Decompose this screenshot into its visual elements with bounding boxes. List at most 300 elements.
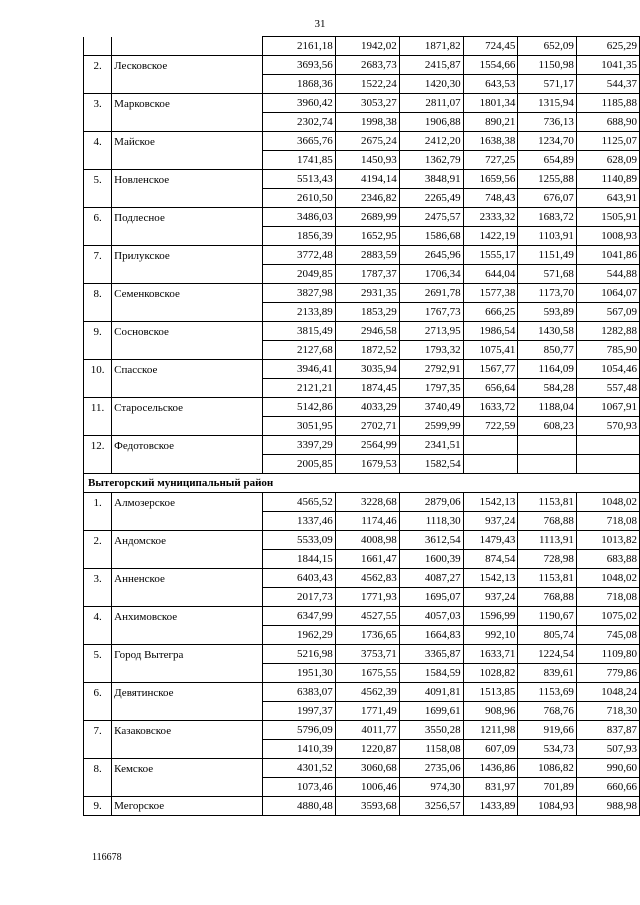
table-row bbox=[84, 683, 640, 702]
table-row bbox=[84, 341, 640, 360]
value-cell: 2792,91 bbox=[399, 360, 463, 379]
row-number-cell bbox=[84, 37, 112, 56]
footer-code: 116678 bbox=[92, 852, 122, 863]
value-cell: 1679,53 bbox=[335, 455, 399, 474]
settlement-name-cell bbox=[112, 113, 262, 132]
value-cell: 660,66 bbox=[576, 778, 639, 797]
value-cell: 1006,46 bbox=[335, 778, 399, 797]
value-cell: 688,90 bbox=[576, 113, 639, 132]
row-number-cell: 5. bbox=[84, 645, 112, 664]
value-cell: 2121,21 bbox=[262, 379, 335, 398]
value-cell: 768,88 bbox=[518, 588, 576, 607]
row-number-cell: 10. bbox=[84, 360, 112, 379]
value-cell: 4194,14 bbox=[335, 170, 399, 189]
value-cell: 890,21 bbox=[463, 113, 518, 132]
value-cell: 837,87 bbox=[576, 721, 639, 740]
value-cell: 1871,82 bbox=[399, 37, 463, 56]
value-cell: 1450,93 bbox=[335, 151, 399, 170]
table-row bbox=[84, 778, 640, 797]
settlement-name-cell: Кемское bbox=[112, 759, 262, 778]
value-cell: 937,24 bbox=[463, 512, 518, 531]
settlement-name-cell: Новленское bbox=[112, 170, 262, 189]
table-row bbox=[84, 721, 640, 740]
value-cell: 570,93 bbox=[576, 417, 639, 436]
settlement-name-cell: Девятинское bbox=[112, 683, 262, 702]
value-cell: 1140,89 bbox=[576, 170, 639, 189]
value-cell: 718,30 bbox=[576, 702, 639, 721]
value-cell: 1433,89 bbox=[463, 797, 518, 816]
value-cell: 1086,82 bbox=[518, 759, 576, 778]
value-cell: 3693,56 bbox=[262, 56, 335, 75]
settlement-name-cell bbox=[112, 75, 262, 94]
settlement-name-cell: Город Вытегра bbox=[112, 645, 262, 664]
value-cell: 1211,98 bbox=[463, 721, 518, 740]
value-cell: 1188,04 bbox=[518, 398, 576, 417]
value-cell: 1430,58 bbox=[518, 322, 576, 341]
value-cell: 1638,38 bbox=[463, 132, 518, 151]
value-cell: 683,88 bbox=[576, 550, 639, 569]
table-row bbox=[84, 94, 640, 113]
value-cell: 2302,74 bbox=[262, 113, 335, 132]
table-row bbox=[84, 303, 640, 322]
value-cell: 728,98 bbox=[518, 550, 576, 569]
value-cell: 2127,68 bbox=[262, 341, 335, 360]
value-cell: 3486,03 bbox=[262, 208, 335, 227]
row-number-cell bbox=[84, 740, 112, 759]
value-cell: 1942,02 bbox=[335, 37, 399, 56]
value-cell: 1797,35 bbox=[399, 379, 463, 398]
value-cell: 1600,39 bbox=[399, 550, 463, 569]
settlement-name-cell bbox=[112, 417, 262, 436]
table-row bbox=[84, 531, 640, 550]
value-cell: 2475,57 bbox=[399, 208, 463, 227]
row-number-cell: 1. bbox=[84, 493, 112, 512]
row-number-cell bbox=[84, 265, 112, 284]
value-cell: 1084,93 bbox=[518, 797, 576, 816]
value-cell: 1048,24 bbox=[576, 683, 639, 702]
settlement-name-cell: Мегорское bbox=[112, 797, 262, 816]
value-cell: 1998,38 bbox=[335, 113, 399, 132]
value-cell: 2675,24 bbox=[335, 132, 399, 151]
value-cell: 3060,68 bbox=[335, 759, 399, 778]
row-number-cell bbox=[84, 341, 112, 360]
value-cell: 1041,86 bbox=[576, 246, 639, 265]
settlement-name-cell bbox=[112, 379, 262, 398]
settlement-name-cell: Прилукское bbox=[112, 246, 262, 265]
value-cell: 1125,07 bbox=[576, 132, 639, 151]
row-number-cell: 3. bbox=[84, 94, 112, 113]
value-cell: 6347,99 bbox=[262, 607, 335, 626]
value-cell: 593,89 bbox=[518, 303, 576, 322]
value-cell: 1542,13 bbox=[463, 569, 518, 588]
value-cell: 1633,71 bbox=[463, 645, 518, 664]
value-cell: 1652,95 bbox=[335, 227, 399, 246]
value-cell: 2931,35 bbox=[335, 284, 399, 303]
value-cell: 3665,76 bbox=[262, 132, 335, 151]
value-cell: 1505,91 bbox=[576, 208, 639, 227]
value-cell: 3397,29 bbox=[262, 436, 335, 455]
tariff-table-wrapper bbox=[83, 36, 640, 816]
value-cell: 3550,28 bbox=[399, 721, 463, 740]
table-row bbox=[84, 208, 640, 227]
value-cell: 1067,91 bbox=[576, 398, 639, 417]
value-cell: 2005,85 bbox=[262, 455, 335, 474]
value-cell: 2161,18 bbox=[262, 37, 335, 56]
value-cell: 2713,95 bbox=[399, 322, 463, 341]
table-row bbox=[84, 227, 640, 246]
settlement-name-cell: Майское bbox=[112, 132, 262, 151]
value-cell: 1075,02 bbox=[576, 607, 639, 626]
value-cell: 874,54 bbox=[463, 550, 518, 569]
value-cell: 1793,32 bbox=[399, 341, 463, 360]
value-cell: 3848,91 bbox=[399, 170, 463, 189]
value-cell: 1555,17 bbox=[463, 246, 518, 265]
value-cell: 2333,32 bbox=[463, 208, 518, 227]
row-number-cell bbox=[84, 151, 112, 170]
value-cell: 1073,46 bbox=[262, 778, 335, 797]
value-cell: 1741,85 bbox=[262, 151, 335, 170]
table-row bbox=[84, 113, 640, 132]
value-cell: 3051,95 bbox=[262, 417, 335, 436]
value-cell: 1695,07 bbox=[399, 588, 463, 607]
value-cell: 1075,41 bbox=[463, 341, 518, 360]
value-cell: 4527,55 bbox=[335, 607, 399, 626]
table-row bbox=[84, 550, 640, 569]
value-cell: 908,96 bbox=[463, 702, 518, 721]
value-cell: 805,74 bbox=[518, 626, 576, 645]
value-cell: 1118,30 bbox=[399, 512, 463, 531]
table-row bbox=[84, 379, 640, 398]
value-cell: 2811,07 bbox=[399, 94, 463, 113]
value-cell: 937,24 bbox=[463, 588, 518, 607]
value-cell: 3228,68 bbox=[335, 493, 399, 512]
value-cell: 3256,57 bbox=[399, 797, 463, 816]
value-cell: 1699,61 bbox=[399, 702, 463, 721]
value-cell: 831,97 bbox=[463, 778, 518, 797]
value-cell: 534,73 bbox=[518, 740, 576, 759]
table-row bbox=[84, 512, 640, 531]
value-cell: 1633,72 bbox=[463, 398, 518, 417]
row-number-cell: 3. bbox=[84, 569, 112, 588]
value-cell: 990,60 bbox=[576, 759, 639, 778]
value-cell: 567,09 bbox=[576, 303, 639, 322]
row-number-cell bbox=[84, 303, 112, 322]
row-number-cell bbox=[84, 550, 112, 569]
value-cell: 4562,83 bbox=[335, 569, 399, 588]
value-cell: 676,07 bbox=[518, 189, 576, 208]
value-cell: 1151,49 bbox=[518, 246, 576, 265]
table-row bbox=[84, 189, 640, 208]
value-cell: 768,76 bbox=[518, 702, 576, 721]
settlement-name-cell: Лесковское bbox=[112, 56, 262, 75]
value-cell: 1675,55 bbox=[335, 664, 399, 683]
value-cell: 1659,56 bbox=[463, 170, 518, 189]
value-cell: 779,86 bbox=[576, 664, 639, 683]
value-cell: 656,64 bbox=[463, 379, 518, 398]
row-number-cell bbox=[84, 455, 112, 474]
value-cell: 992,10 bbox=[463, 626, 518, 645]
value-cell: 666,25 bbox=[463, 303, 518, 322]
value-cell: 724,45 bbox=[463, 37, 518, 56]
value-cell: 1567,77 bbox=[463, 360, 518, 379]
row-number-cell bbox=[84, 417, 112, 436]
value-cell: 2341,51 bbox=[399, 436, 463, 455]
value-cell: 2412,20 bbox=[399, 132, 463, 151]
value-cell bbox=[576, 436, 639, 455]
settlement-name-cell bbox=[112, 341, 262, 360]
value-cell: 1661,47 bbox=[335, 550, 399, 569]
table-row bbox=[84, 455, 640, 474]
table-row bbox=[84, 265, 640, 284]
settlement-name-cell: Казаковское bbox=[112, 721, 262, 740]
value-cell: 736,13 bbox=[518, 113, 576, 132]
settlement-name-cell bbox=[112, 740, 262, 759]
value-cell: 1224,54 bbox=[518, 645, 576, 664]
value-cell: 1853,29 bbox=[335, 303, 399, 322]
value-cell: 3815,49 bbox=[262, 322, 335, 341]
value-cell: 2683,73 bbox=[335, 56, 399, 75]
value-cell: 3612,54 bbox=[399, 531, 463, 550]
value-cell: 2883,59 bbox=[335, 246, 399, 265]
table-row bbox=[84, 398, 640, 417]
value-cell: 1064,07 bbox=[576, 284, 639, 303]
value-cell: 3593,68 bbox=[335, 797, 399, 816]
value-cell: 643,53 bbox=[463, 75, 518, 94]
value-cell: 1542,13 bbox=[463, 493, 518, 512]
row-number-cell bbox=[84, 778, 112, 797]
table-row bbox=[84, 170, 640, 189]
row-number-cell bbox=[84, 664, 112, 683]
value-cell: 2691,78 bbox=[399, 284, 463, 303]
row-number-cell bbox=[84, 702, 112, 721]
value-cell: 988,98 bbox=[576, 797, 639, 816]
settlement-name-cell: Алмозерское bbox=[112, 493, 262, 512]
value-cell: 2599,99 bbox=[399, 417, 463, 436]
value-cell: 2564,99 bbox=[335, 436, 399, 455]
value-cell: 1844,15 bbox=[262, 550, 335, 569]
value-cell: 1173,70 bbox=[518, 284, 576, 303]
value-cell: 3960,42 bbox=[262, 94, 335, 113]
value-cell: 2017,73 bbox=[262, 588, 335, 607]
value-cell: 1787,37 bbox=[335, 265, 399, 284]
value-cell: 557,48 bbox=[576, 379, 639, 398]
value-cell: 1153,69 bbox=[518, 683, 576, 702]
value-cell: 1234,70 bbox=[518, 132, 576, 151]
value-cell: 2415,87 bbox=[399, 56, 463, 75]
value-cell: 1420,30 bbox=[399, 75, 463, 94]
value-cell: 1337,46 bbox=[262, 512, 335, 531]
value-cell: 1856,39 bbox=[262, 227, 335, 246]
value-cell: 4011,77 bbox=[335, 721, 399, 740]
value-cell: 1048,02 bbox=[576, 569, 639, 588]
value-cell: 1962,29 bbox=[262, 626, 335, 645]
row-number-cell: 8. bbox=[84, 284, 112, 303]
value-cell: 974,30 bbox=[399, 778, 463, 797]
table-row bbox=[84, 360, 640, 379]
value-cell: 1872,52 bbox=[335, 341, 399, 360]
table-row bbox=[84, 569, 640, 588]
settlement-name-cell: Подлесное bbox=[112, 208, 262, 227]
table-body bbox=[84, 37, 640, 816]
settlement-name-cell bbox=[112, 303, 262, 322]
value-cell: 1041,35 bbox=[576, 56, 639, 75]
value-cell: 727,25 bbox=[463, 151, 518, 170]
row-number-cell bbox=[84, 626, 112, 645]
value-cell: 5142,86 bbox=[262, 398, 335, 417]
settlement-name-cell: Анхимовское bbox=[112, 607, 262, 626]
table-row bbox=[84, 645, 640, 664]
settlement-name-cell: Федотовское bbox=[112, 436, 262, 455]
value-cell: 1801,34 bbox=[463, 94, 518, 113]
value-cell: 1190,67 bbox=[518, 607, 576, 626]
value-cell: 1410,39 bbox=[262, 740, 335, 759]
value-cell: 1479,43 bbox=[463, 531, 518, 550]
table-row bbox=[84, 588, 640, 607]
value-cell: 544,88 bbox=[576, 265, 639, 284]
settlement-name-cell: Старосельское bbox=[112, 398, 262, 417]
table-row bbox=[84, 246, 640, 265]
settlement-name-cell: Андомское bbox=[112, 531, 262, 550]
table-row bbox=[84, 417, 640, 436]
table-row bbox=[84, 797, 640, 816]
value-cell: 2689,99 bbox=[335, 208, 399, 227]
settlement-name-cell bbox=[112, 588, 262, 607]
value-cell: 1008,93 bbox=[576, 227, 639, 246]
settlement-name-cell bbox=[112, 151, 262, 170]
value-cell: 4033,29 bbox=[335, 398, 399, 417]
value-cell: 3772,48 bbox=[262, 246, 335, 265]
value-cell: 3946,41 bbox=[262, 360, 335, 379]
value-cell: 701,89 bbox=[518, 778, 576, 797]
table-row bbox=[84, 284, 640, 303]
settlement-name-cell bbox=[112, 778, 262, 797]
value-cell: 2133,89 bbox=[262, 303, 335, 322]
value-cell: 5533,09 bbox=[262, 531, 335, 550]
value-cell: 1048,02 bbox=[576, 493, 639, 512]
value-cell: 5216,98 bbox=[262, 645, 335, 664]
value-cell: 1109,80 bbox=[576, 645, 639, 664]
value-cell: 571,17 bbox=[518, 75, 576, 94]
value-cell: 1103,91 bbox=[518, 227, 576, 246]
value-cell bbox=[463, 455, 518, 474]
value-cell: 1255,88 bbox=[518, 170, 576, 189]
table-row bbox=[84, 759, 640, 778]
table-row bbox=[84, 626, 640, 645]
value-cell: 4091,81 bbox=[399, 683, 463, 702]
row-number-cell: 4. bbox=[84, 132, 112, 151]
value-cell: 839,61 bbox=[518, 664, 576, 683]
value-cell: 1315,94 bbox=[518, 94, 576, 113]
value-cell: 1220,87 bbox=[335, 740, 399, 759]
value-cell: 2049,85 bbox=[262, 265, 335, 284]
settlement-name-cell bbox=[112, 626, 262, 645]
value-cell: 607,09 bbox=[463, 740, 518, 759]
value-cell: 2265,49 bbox=[399, 189, 463, 208]
value-cell: 4301,52 bbox=[262, 759, 335, 778]
value-cell: 2702,71 bbox=[335, 417, 399, 436]
value-cell: 1874,45 bbox=[335, 379, 399, 398]
table-row bbox=[84, 664, 640, 683]
page-number: 31 bbox=[314, 18, 326, 30]
value-cell: 507,93 bbox=[576, 740, 639, 759]
settlement-name-cell bbox=[112, 455, 262, 474]
value-cell: 1153,81 bbox=[518, 493, 576, 512]
settlement-name-cell bbox=[112, 550, 262, 569]
row-number-cell: 12. bbox=[84, 436, 112, 455]
value-cell: 4565,52 bbox=[262, 493, 335, 512]
value-cell: 1951,30 bbox=[262, 664, 335, 683]
value-cell: 3740,49 bbox=[399, 398, 463, 417]
value-cell: 584,28 bbox=[518, 379, 576, 398]
table-row bbox=[84, 702, 640, 721]
table-row bbox=[84, 56, 640, 75]
settlement-name-cell: Анненское bbox=[112, 569, 262, 588]
section-title: Вытегорский муниципальный район bbox=[84, 474, 640, 493]
value-cell bbox=[518, 436, 576, 455]
table-row bbox=[84, 37, 640, 56]
value-cell: 768,88 bbox=[518, 512, 576, 531]
settlement-name-cell bbox=[112, 189, 262, 208]
value-cell: 1153,81 bbox=[518, 569, 576, 588]
value-cell: 1868,36 bbox=[262, 75, 335, 94]
value-cell: 625,29 bbox=[576, 37, 639, 56]
value-cell: 1683,72 bbox=[518, 208, 576, 227]
table-row bbox=[84, 740, 640, 759]
value-cell: 1771,49 bbox=[335, 702, 399, 721]
settlement-name-cell bbox=[112, 512, 262, 531]
value-cell: 3753,71 bbox=[335, 645, 399, 664]
settlement-name-cell: Спасское bbox=[112, 360, 262, 379]
value-cell: 1986,54 bbox=[463, 322, 518, 341]
value-cell: 850,77 bbox=[518, 341, 576, 360]
row-number-cell: 5. bbox=[84, 170, 112, 189]
value-cell: 1164,09 bbox=[518, 360, 576, 379]
settlement-name-cell bbox=[112, 227, 262, 246]
value-cell: 1436,86 bbox=[463, 759, 518, 778]
table-row bbox=[84, 436, 640, 455]
value-cell: 1577,38 bbox=[463, 284, 518, 303]
table-row bbox=[84, 75, 640, 94]
value-cell: 1422,19 bbox=[463, 227, 518, 246]
settlement-name-cell bbox=[112, 37, 262, 56]
row-number-cell: 11. bbox=[84, 398, 112, 417]
value-cell: 5796,09 bbox=[262, 721, 335, 740]
settlement-name-cell bbox=[112, 664, 262, 683]
value-cell: 1997,37 bbox=[262, 702, 335, 721]
value-cell: 544,37 bbox=[576, 75, 639, 94]
value-cell: 1706,34 bbox=[399, 265, 463, 284]
value-cell: 1028,82 bbox=[463, 664, 518, 683]
row-number-cell: 6. bbox=[84, 208, 112, 227]
value-cell: 3053,27 bbox=[335, 94, 399, 113]
value-cell: 4087,27 bbox=[399, 569, 463, 588]
value-cell: 3365,87 bbox=[399, 645, 463, 664]
value-cell: 1282,88 bbox=[576, 322, 639, 341]
value-cell: 1054,46 bbox=[576, 360, 639, 379]
value-cell: 1582,54 bbox=[399, 455, 463, 474]
value-cell: 3035,94 bbox=[335, 360, 399, 379]
row-number-cell: 2. bbox=[84, 56, 112, 75]
value-cell: 2946,58 bbox=[335, 322, 399, 341]
value-cell: 2346,82 bbox=[335, 189, 399, 208]
value-cell: 3827,98 bbox=[262, 284, 335, 303]
value-cell: 6383,07 bbox=[262, 683, 335, 702]
value-cell: 722,59 bbox=[463, 417, 518, 436]
row-number-cell: 7. bbox=[84, 721, 112, 740]
value-cell: 2735,06 bbox=[399, 759, 463, 778]
value-cell: 1174,46 bbox=[335, 512, 399, 531]
row-number-cell bbox=[84, 75, 112, 94]
